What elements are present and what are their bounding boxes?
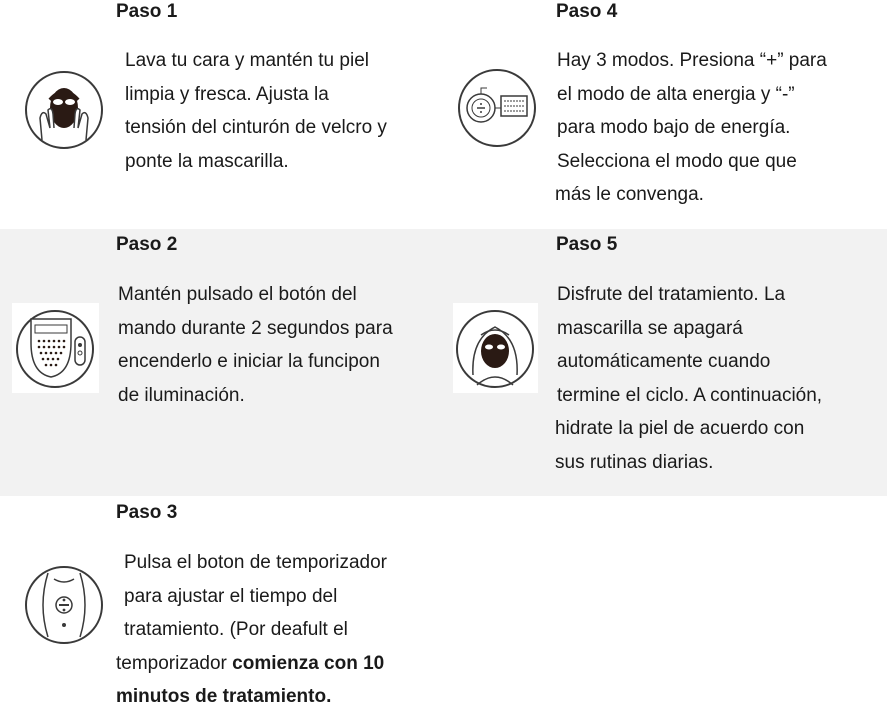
mask-remote-icon bbox=[15, 309, 95, 389]
step-4-line: más le convenga. bbox=[555, 184, 704, 205]
step-4-line: para modo bajo de energía. bbox=[557, 117, 791, 138]
step-4-text bbox=[557, 44, 827, 212]
step-4-title: Paso 4 bbox=[556, 1, 618, 22]
step-5-line: Disfrute del tratamiento. La bbox=[557, 284, 786, 305]
step-3-title: Paso 3 bbox=[116, 502, 178, 523]
step-5-line: hidrate la piel de acuerdo con bbox=[555, 418, 805, 439]
step-1-text bbox=[125, 44, 387, 178]
step-3-text-bold: comienza con 10 bbox=[232, 652, 385, 674]
step-3-line: tratamiento. (Por deafult el bbox=[124, 619, 348, 640]
step-2-line: de iluminación. bbox=[118, 384, 245, 406]
step-3-line bbox=[116, 680, 387, 714]
step-1-title: Paso 1 bbox=[116, 1, 178, 22]
step-4-line: Selecciona el modo que que bbox=[557, 150, 797, 172]
step-5-line: sus rutinas diarias. bbox=[555, 451, 714, 473]
step-5-text bbox=[557, 278, 822, 479]
step-2-line: mando durante 2 segundos para bbox=[118, 317, 393, 339]
step-3-line bbox=[116, 647, 387, 681]
step-4-line: Hay 3 modos. Presiona “+” para bbox=[557, 50, 827, 71]
step-2-text bbox=[118, 278, 393, 412]
step-1-line: Lava tu cara y mantén tu piel bbox=[125, 50, 369, 71]
step-1-line: limpia y fresca. Ajusta la bbox=[125, 83, 329, 105]
step-4-line: el modo de alta energia y “-” bbox=[557, 83, 795, 105]
woman-mask-icon bbox=[455, 309, 535, 389]
step-3-text-bold: minutos de tratamiento. bbox=[116, 686, 332, 707]
step-5-line: termine el ciclo. A continuación, bbox=[557, 384, 823, 406]
step-5-title: Paso 5 bbox=[556, 234, 618, 255]
face-hands-icon bbox=[24, 70, 104, 150]
step-3-line: Pulsa el boton de temporizador bbox=[124, 552, 387, 573]
step-3-text bbox=[116, 546, 387, 714]
remote-control-icon bbox=[24, 565, 104, 645]
step-2-title: Paso 2 bbox=[116, 234, 178, 255]
step-5-line: automáticamente cuando bbox=[557, 351, 771, 372]
step-1-line: tensión del cinturón de velcro y bbox=[125, 117, 387, 138]
step-5-line: mascarilla se apagará bbox=[557, 317, 743, 339]
step-2-line: Mantén pulsado el botón del bbox=[118, 284, 357, 305]
mode-control-icon bbox=[457, 68, 537, 148]
step-2-line: encenderlo e iniciar la funcipon bbox=[118, 351, 380, 372]
step-3-text-normal: temporizador bbox=[116, 652, 233, 674]
step-1-line: ponte la mascarilla. bbox=[125, 150, 289, 172]
step-3-line: para ajustar el tiempo del bbox=[124, 585, 338, 607]
